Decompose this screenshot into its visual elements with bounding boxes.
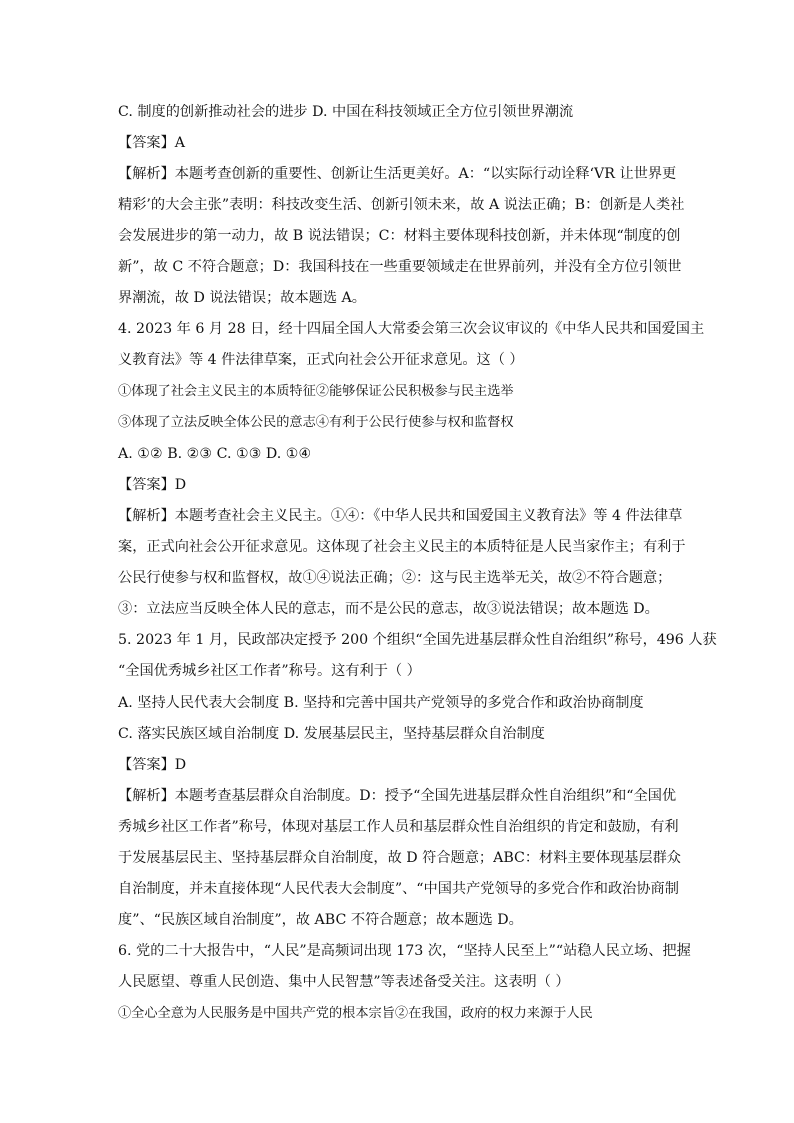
q5-stem-line-2: “全国优秀城乡社区工作者”称号。这有利于（ ）: [118, 663, 421, 679]
q3-analysis-line-2: 精彩’的大会主张”表明：科技改变生活、创新引领未来，故 A 说法正确；B：创新是人类社: [118, 197, 685, 213]
q4-analysis-line-1: 【解析】本题考查社会主义民主。①④：《中华人民共和国爱国主义教育法》等 4 件法律草: [118, 508, 683, 524]
q5-analysis-line-5: 度”、“民族区域自治制度”，故 ABC 不符合题意；故本题选 D。: [118, 912, 523, 928]
q4-analysis-line-4: ③：立法应当反映全体人民的意志，而不是公民的意志，故③说法错误；故本题选 D。: [118, 601, 659, 617]
q4-stem-line-1: 4. 2023 年 6 月 28 日，经十四届全国人大常委会第三次会议审议的《中华人民共和国爱国主: [118, 321, 705, 337]
q4-options: A. ①② B. ②③ C. ①③ D. ①④: [118, 446, 312, 462]
q5-options-ab: A. 坚持人民代表大会制度 B. 坚持和完善中国共产党领导的多党合作和政治协商制度: [118, 695, 644, 711]
q4-statements-1-2: ①体现了社会主义民主的本质特征②能够保证公民积极参与民主选举: [118, 384, 514, 399]
q4-statements-3-4: ③体现了立法反映全体公民的意志④有利于公民行使参与权和监督权: [118, 415, 514, 430]
q5-analysis-line-1: 【解析】本题考查基层群众自治制度。D：授予“全国先进基层群众性自治组织”和“全国优: [118, 788, 677, 804]
q6-stem-line-1: 6. 党的二十大报告中，“人民”是高频词出现 173 次，“坚持人民至上”“站稳人民立场、把握: [118, 943, 691, 959]
q5-analysis-line-4: 自治制度，并未直接体现“人民代表大会制度”、“中国共产党领导的多党合作和政治协商制: [118, 881, 679, 897]
q6-statements-1-2: ①全心全意为人民服务是中国共产党的根本宗旨②在我国，政府的权力来源于人民: [118, 1006, 593, 1021]
q5-analysis-line-2: 秀城乡社区工作者”称号，体现对基层工作人员和基层群众性自治组织的肯定和鼓励，有利: [118, 819, 679, 835]
q4-analysis-line-3: 公民行使参与权和监督权，故①④说法正确；②：这与民主选举无关，故②不符合题意；: [118, 570, 672, 586]
q5-stem-line-1: 5. 2023 年 1 月，民政部决定授予 200 个组织“全国先进基层群众性自治组织”称号，496 人获: [118, 632, 717, 648]
q5-analysis-line-3: 于发展基层民主、坚持基层群众自治制度，故 D 符合题意；ABC：材料主要体现基层群众: [118, 850, 681, 866]
q3-analysis-line-4: 新”，故 C 不符合题意；D：我国科技在一些重要领域走在世界前列，并没有全方位引领世: [118, 259, 682, 275]
q4-answer: 【答案】D: [118, 477, 187, 493]
q4-stem-line-2: 义教育法》等 4 件法律草案，正式向社会公开征求意见。这（ ）: [118, 352, 524, 368]
q3-analysis-line-5: 界潮流，故 D 说法错误；故本题选 A。: [118, 290, 366, 306]
q3-analysis-line-3: 会发展进步的第一动力，故 B 说法错误；C：材料主要体现科技创新，并未体现“制度的创: [118, 228, 681, 244]
q6-stem-line-2: 人民愿望、尊重人民创造、集中人民智慧”等表述备受关注。这表明（ ）: [118, 974, 570, 990]
q5-options-cd: C. 落实民族区域自治制度 D. 发展基层民主，坚持基层群众自治制度: [118, 726, 545, 742]
q3-answer: 【答案】A: [118, 135, 185, 151]
q3-analysis-line-1: 【解析】本题考查创新的重要性、创新让生活更美好。A：“以实际行动诠释‘VR 让世界更: [118, 166, 677, 182]
q3-options-cd: C. 制度的创新推动社会的进步 D. 中国在科技领域正全方位引领世界潮流: [118, 104, 574, 120]
q4-analysis-line-2: 案，正式向社会公开征求意见。这体现了社会主义民主的本质特征是人民当家作主；有利于: [118, 539, 686, 555]
q5-answer: 【答案】D: [118, 757, 187, 773]
